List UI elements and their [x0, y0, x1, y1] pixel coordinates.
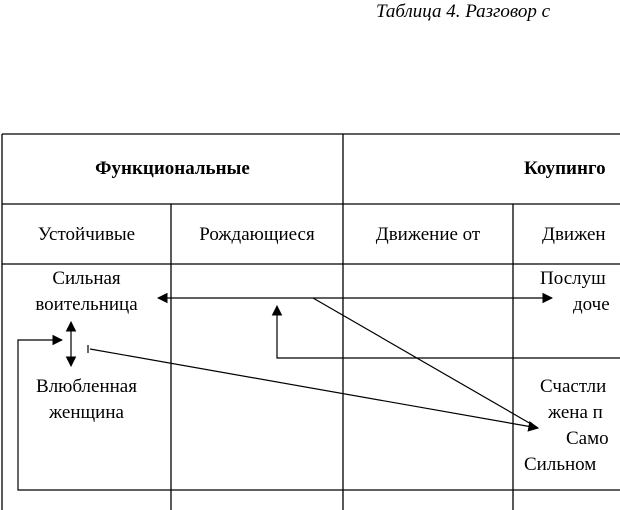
cell-strong-warrior: Сильная воительница [35, 268, 138, 315]
group-header-functional: Функциональные [95, 158, 250, 179]
column-header-emerging: Рождающиеся [199, 224, 315, 245]
cell-woman-in-love: Влюбленная женщина [36, 376, 137, 423]
column-header-moving-to: Движен [542, 224, 606, 245]
cell-happy-wife: Счастли жена п Само Сильном [524, 376, 609, 475]
cell-obedient-daughter: Послуш доче [540, 268, 610, 315]
column-header-stable: Устойчивые [37, 224, 136, 245]
table-caption: Таблица 4. Разговор с [376, 1, 551, 22]
group-header-coping: Коупинго [524, 158, 606, 179]
column-header-moving-from: Движение от [375, 224, 481, 245]
